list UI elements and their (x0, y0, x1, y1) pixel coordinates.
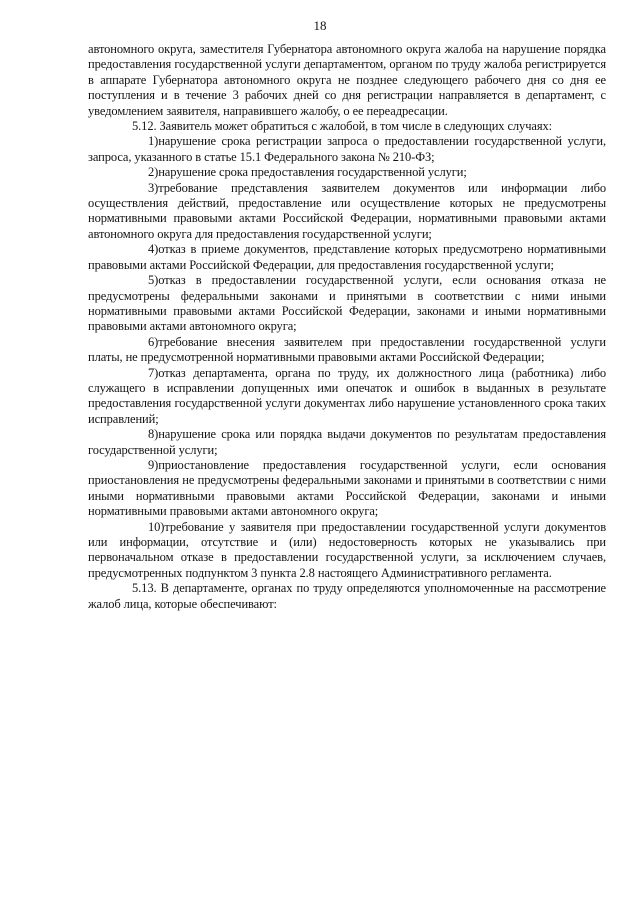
list-item-number: 2) (148, 165, 159, 180)
list-item-text: требование представления заявителем документов или информации либо осуществления действий, предоставление или осуществление которых не предусмотрены нормативными правовыми актами Российской Федерации, нормативными правовыми актами автономного округа для предоставления государственной услуги; (88, 180, 606, 241)
page-number: 18 (313, 18, 327, 33)
list-item-10 (88, 520, 606, 582)
section-5-12-paragraph: 5.12. Заявитель может обратиться с жалобой, в том числе в следующих случаях: (132, 119, 553, 134)
list-item-4 (88, 242, 606, 273)
document-body (88, 42, 606, 612)
list-item-text: нарушение срока регистрации запроса о предоставлении государственной услуги, запроса, указанного в статье 15.1 Федерального закона № 210-ФЗ; (88, 134, 606, 164)
list-item-text: нарушение срока или порядка выдачи документов по результатам предоставления государственной услуги; (88, 427, 606, 457)
list-item-number: 8) (148, 427, 159, 442)
list-item-7 (88, 366, 606, 428)
list-item-number: 9) (148, 457, 159, 472)
intro-paragraph: автономного округа, заместителя Губернатора автономного округа жалоба на нарушение порядка предоставления государственной услуги департаментом, органом по труду жалоба регистрируется в аппарате Губернатора автономного округа не позднее следующего рабочего дня со дня ее поступления и в течение 3 рабочих дней со дня регистрации направляется в департамент, с уведомлением заявителя, направившего жалобу, о ее переадресации. (88, 42, 606, 118)
list-item-9 (88, 458, 606, 520)
list-item-text: отказ в приеме документов, представление которых предусмотрено нормативными правовыми актами Российской Федерации, для предоставления государственной услуги; (88, 242, 606, 272)
list-item-1 (88, 134, 606, 165)
list-item-text: приостановление предоставления государственной услуги, если основания приостановления не предусмотрены федеральными законами и принятыми в соответствии с ними иными нормативными правовыми актами Российской Федерации, законами и иными нормативными правовыми актами автономного округа; (88, 457, 606, 519)
list-item-number: 3) (148, 180, 159, 195)
list-item-8 (88, 427, 606, 458)
list-item-number: 1) (148, 134, 159, 149)
list-item-number: 4) (148, 242, 159, 257)
list-item-text: отказ в предоставлении государственной услуги, если основания отказа не предусмотрены федеральными законами и принятыми в соответствии с ними иными нормативными правовыми актами Российской Федерации, законами и иными нормативными правовыми актами автономного округа; (88, 273, 606, 334)
list-item-text: нарушение срока предоставления государственной услуги; (158, 165, 467, 180)
list-item-number: 6) (148, 334, 159, 349)
list-item-6 (88, 335, 606, 366)
list-item-number: 7) (148, 365, 159, 380)
section-5-13-paragraph: 5.13. В департаменте, органах по труду определяются уполномоченные на рассмотрение жалоб лица, которые обеспечивают: (88, 581, 606, 611)
list-item-3 (88, 181, 606, 243)
list-item-number: 10) (148, 519, 165, 534)
list-item-5 (88, 273, 606, 335)
list-item-2 (88, 165, 606, 180)
list-item-text: требование у заявителя при предоставлении государственной услуги документов или информации, отсутствие и (или) недостоверность которых не указывались при первоначальном отказе в предоставлении государственной услуги, за исключением случаев, предусмотренных подпунктом 3 пункта 2.8 настоящего Административного регламента. (88, 519, 606, 580)
list-item-text: отказ департамента, органа по труду, их должностного лица (работника) либо служащего в исправлении допущенных ими опечаток и ошибок в выданных в результате предоставления государственной услуги документах либо нарушение установленного срока таких исправлений; (88, 365, 606, 426)
list-item-text: требование внесения заявителем при предоставлении государственной услуги платы, не предусмотренной нормативными правовыми актами Российской Федерации; (88, 334, 606, 365)
list-item-number: 5) (148, 273, 159, 288)
